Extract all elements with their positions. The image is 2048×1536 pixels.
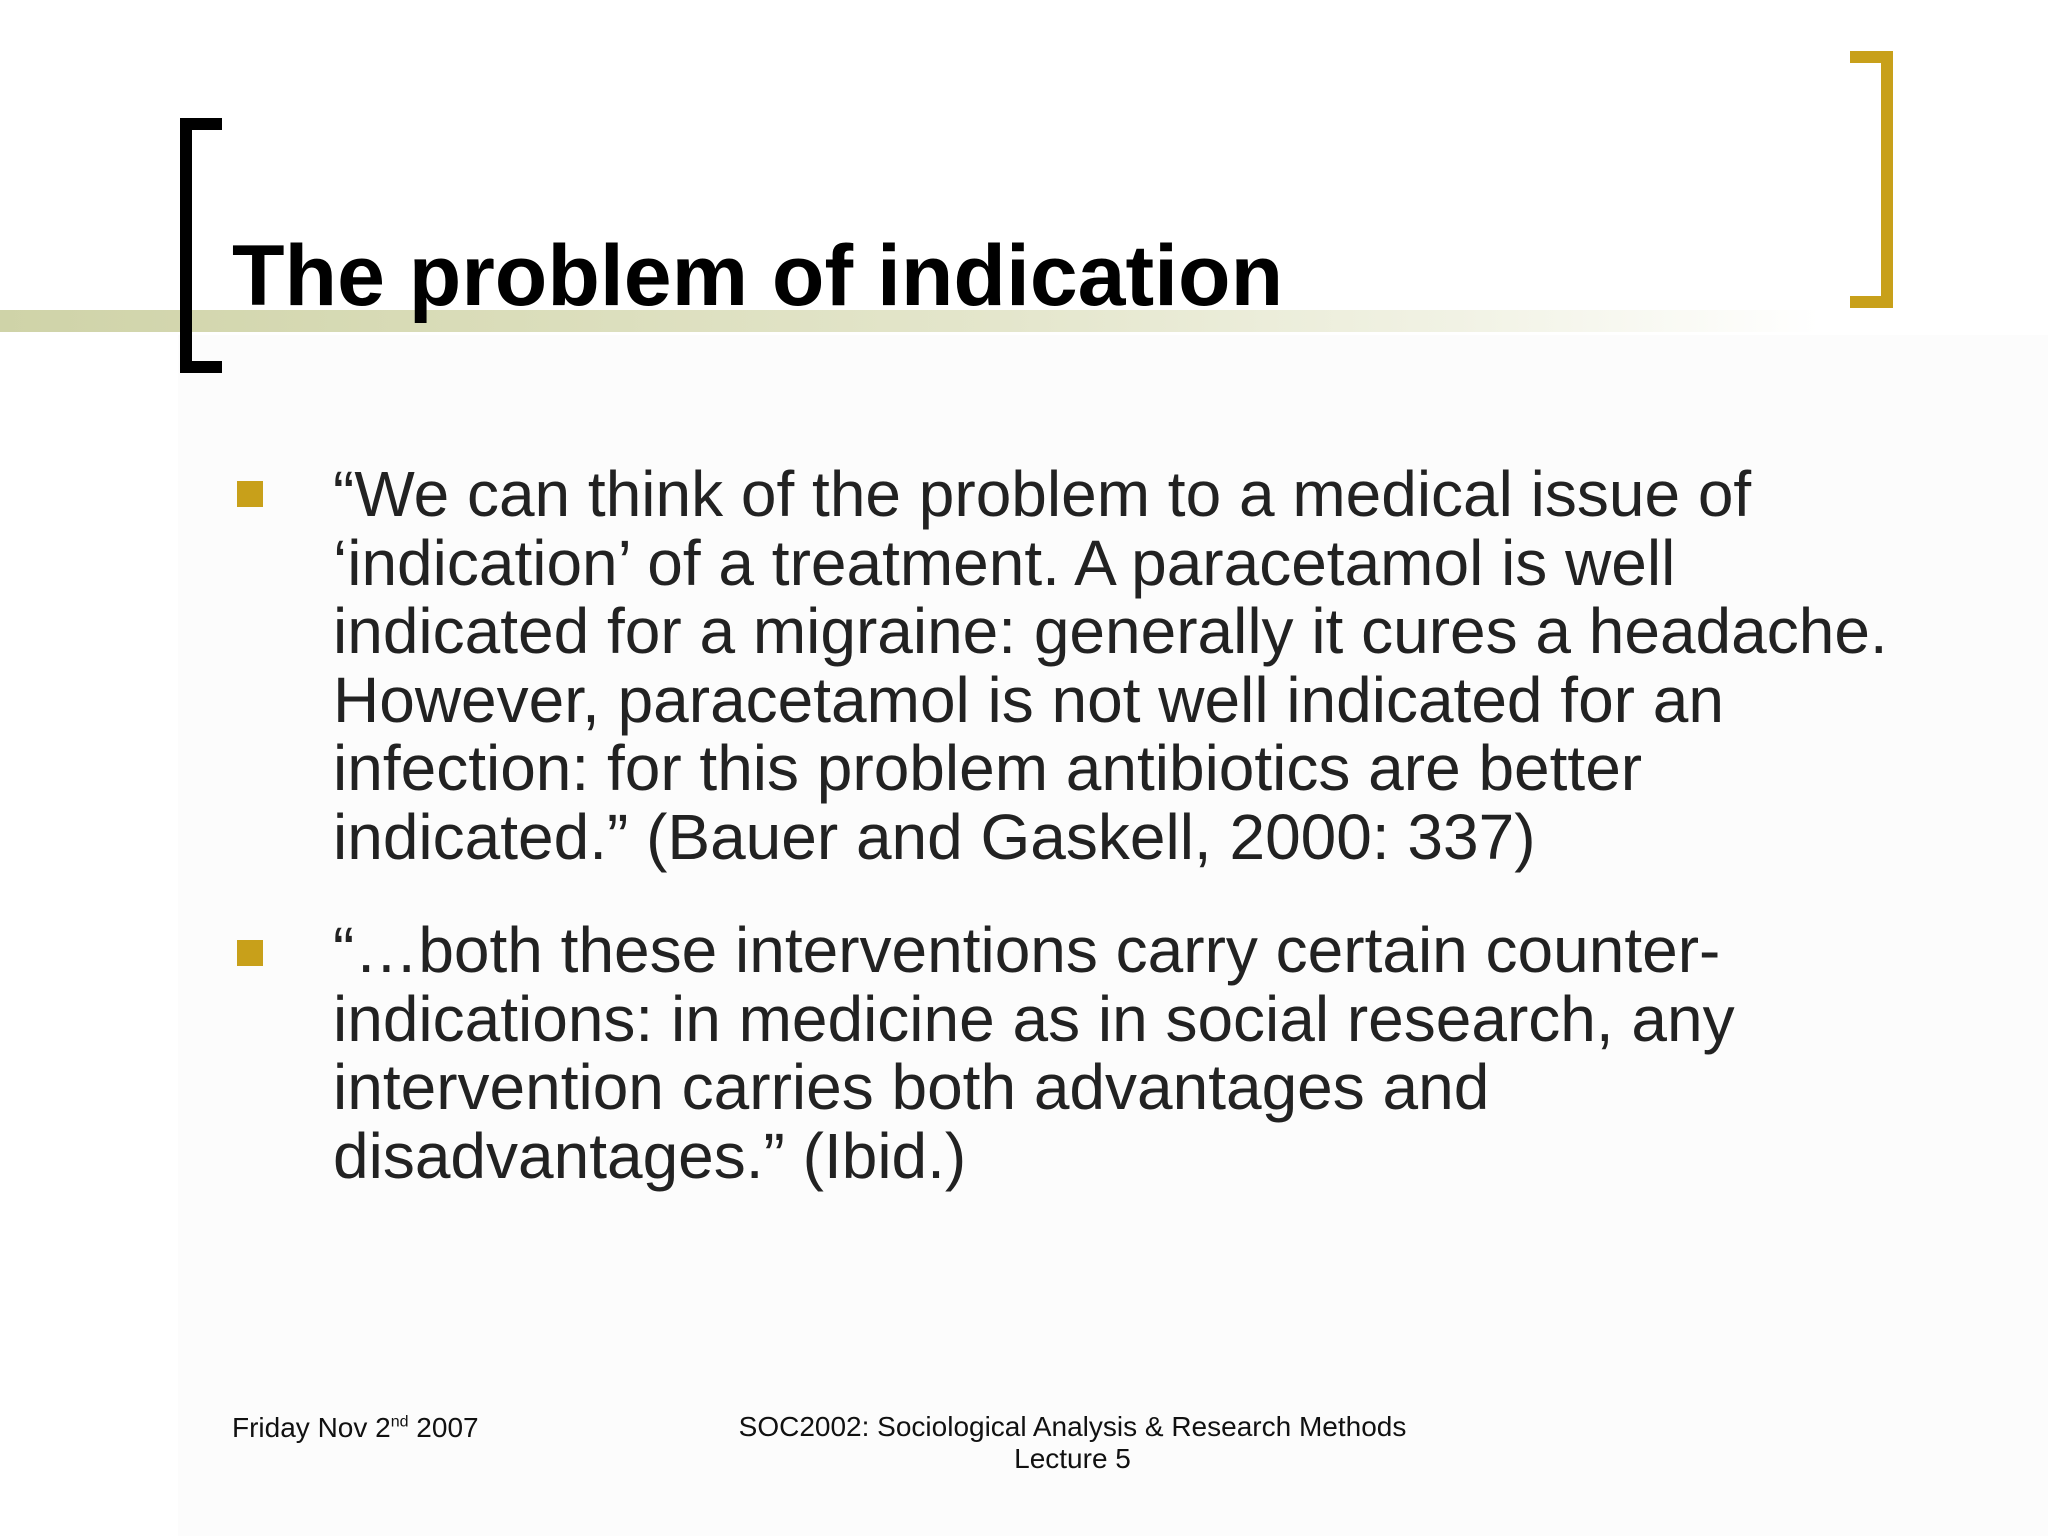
footer-date-superscript: nd — [390, 1413, 409, 1431]
slide-title: The problem of indication — [232, 228, 1284, 324]
bullet-item-1: “We can think of the problem to a medical issue of ‘indication’ of a treatment. A paracetamol is well indicated for a migraine: generally it cures a headache. However, paracetamol is not well indicated for an infection: for this problem antibiotics are better indicated.” (Bauer and Gaskell, 2000: 337) — [333, 458, 1888, 873]
footer-date — [232, 1412, 479, 1444]
footer-course — [620, 1411, 1525, 1475]
right-bracket-decoration — [1850, 51, 1893, 308]
footer-lecture-number: Lecture 5 — [1014, 1443, 1131, 1474]
footer-date-suffix: 2007 — [408, 1412, 479, 1443]
bullet-square-icon — [237, 940, 263, 966]
left-bracket-decoration — [180, 118, 222, 373]
footer-course-title: SOC2002: Sociological Analysis & Research Methods — [738, 1411, 1407, 1442]
bullet-square-icon — [237, 481, 263, 507]
bullet-item-2: “…both these interventions carry certain counter-indications: in medicine as in social research, any intervention carries both advantages and disadvantages.” (Ibid.) — [333, 914, 1735, 1192]
footer-date-prefix: Friday Nov 2 — [232, 1412, 391, 1443]
